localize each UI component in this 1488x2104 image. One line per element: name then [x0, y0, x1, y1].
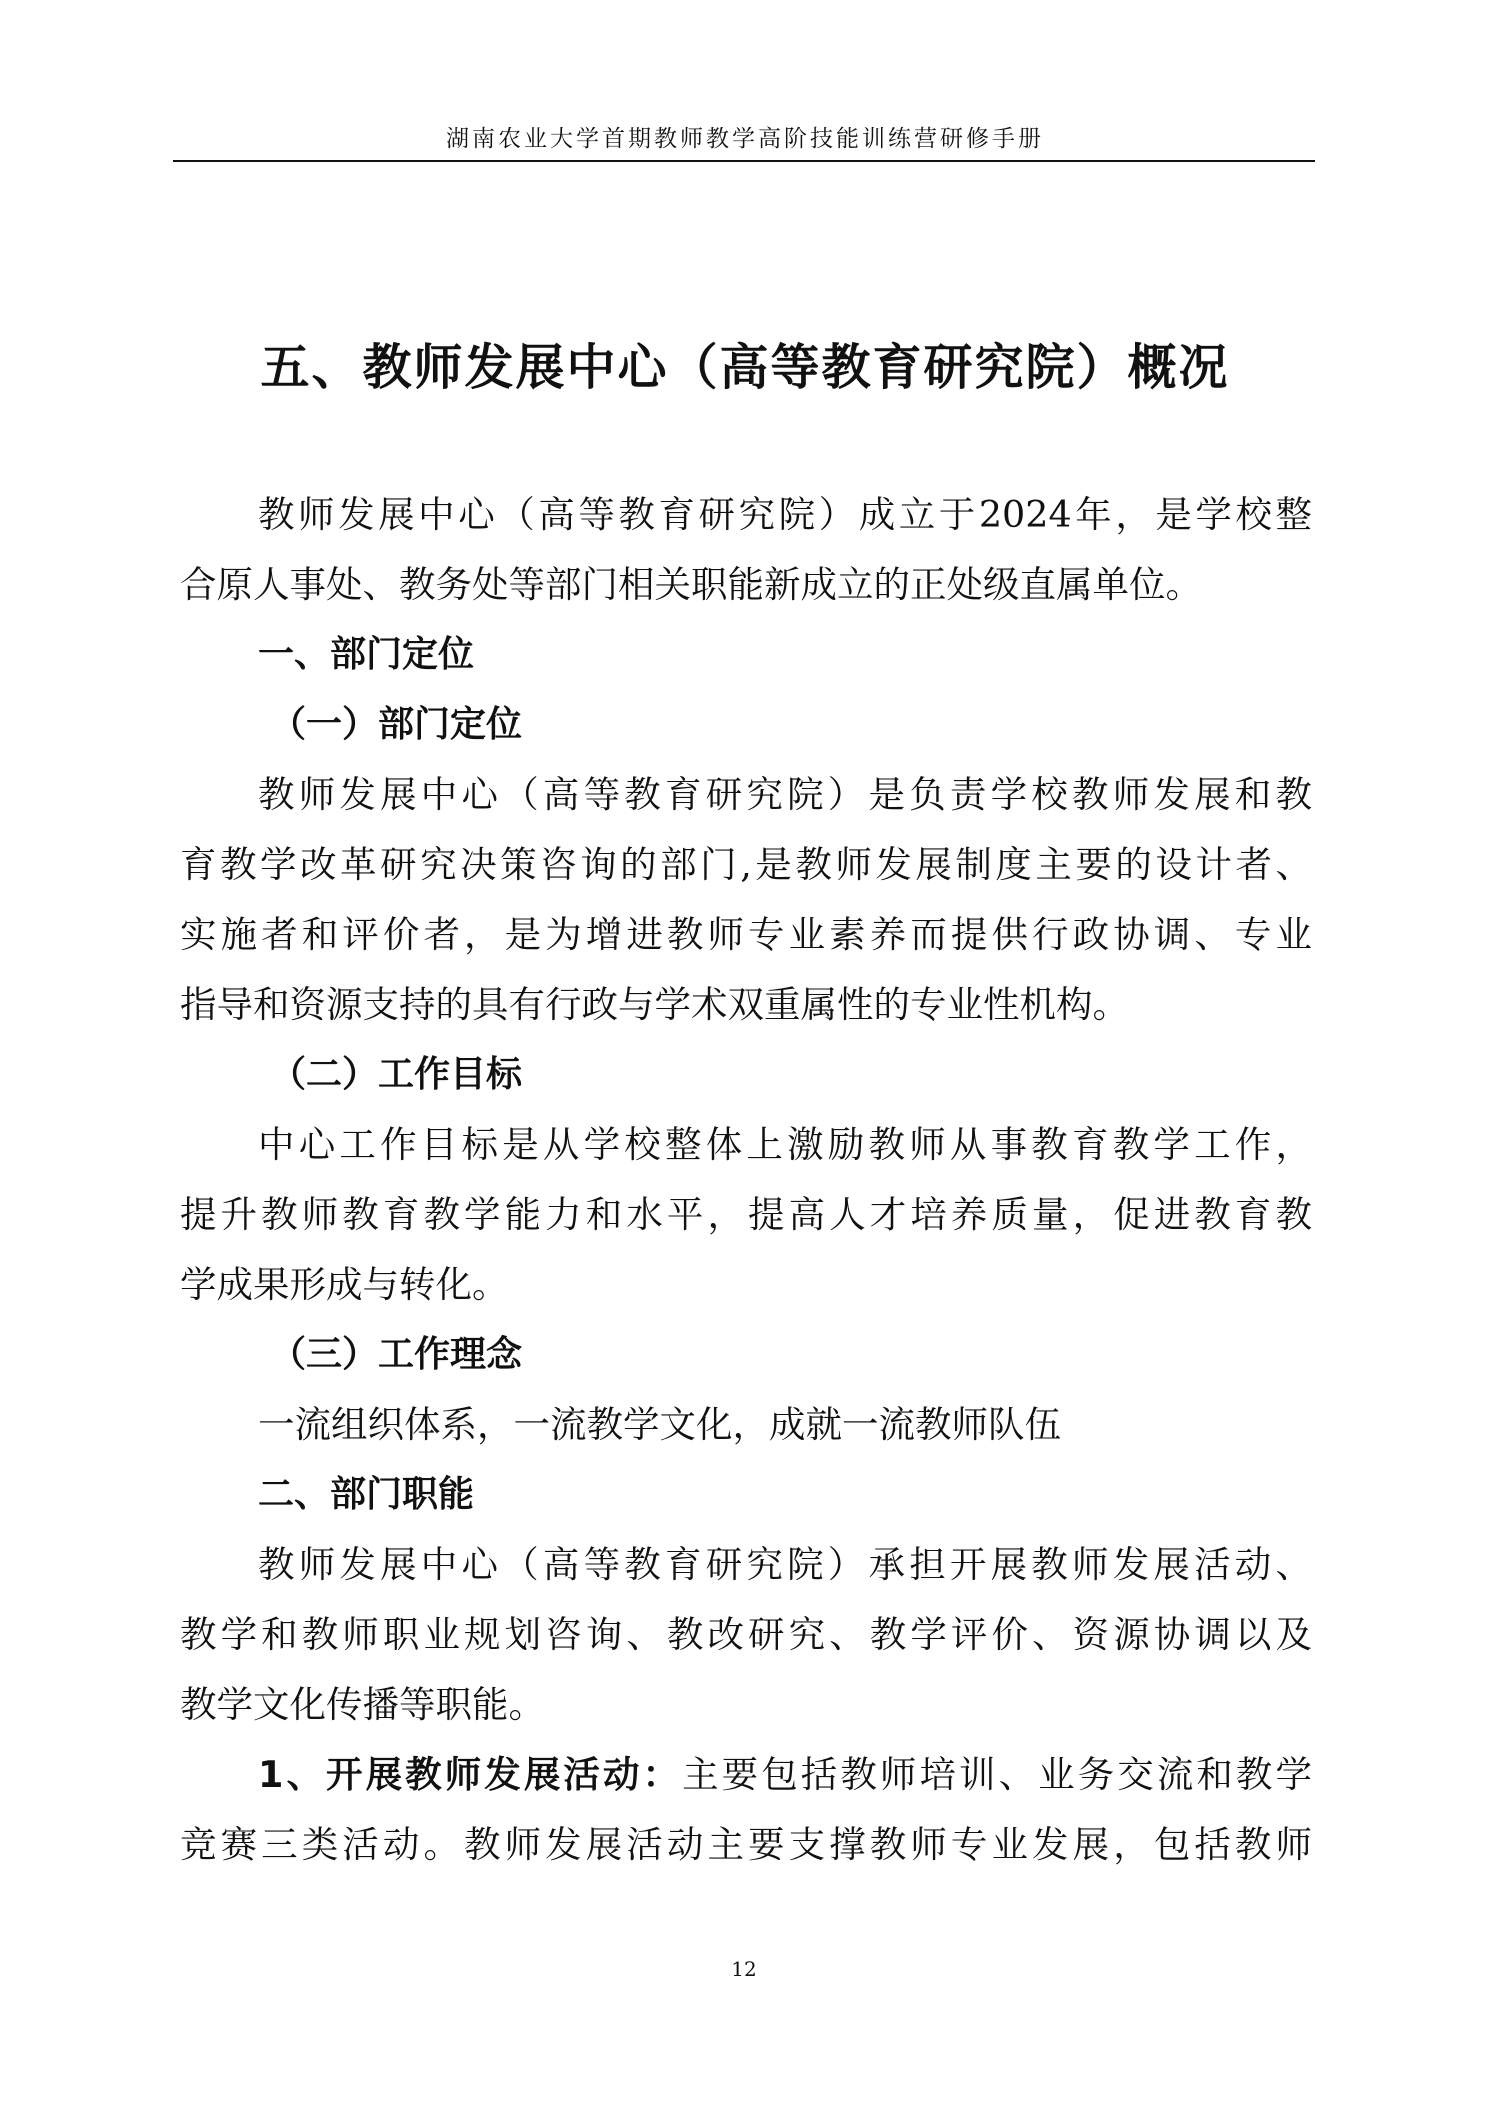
body-text — [180, 480, 1312, 1880]
paragraph-line — [180, 1740, 1312, 1810]
paragraph-line: 中心工作目标是从学校整体上激励教师从事教育教学工作， — [258, 1123, 1312, 1166]
item-lead: 1、开展教师发展活动： — [258, 1753, 683, 1796]
paragraph-line: 教学和教师职业规划咨询、教改研究、教学评价、资源协调以及 — [180, 1613, 1312, 1656]
paragraph-line: 育教学改革研究决策咨询的部门,是教师发展制度主要的设计者、 — [180, 843, 1312, 886]
item-text: 主要包括教师培训、业务交流和教学 — [682, 1753, 1312, 1796]
paragraph-line: 教师发展中心（高等教育研究院）承担开展教师发展活动、 — [258, 1543, 1312, 1586]
paragraph-line: 教学文化传播等职能。 — [180, 1683, 545, 1726]
paragraph-line: 竞赛三类活动。教师发展活动主要支撑教师专业发展，包括教师 — [180, 1823, 1312, 1866]
page-title: 五、教师发展中心（高等教育研究院）概况 — [260, 339, 1230, 396]
paragraph-line: 教师发展中心（高等教育研究院）成立于2024年，是学校整 — [258, 493, 1312, 536]
paragraph-line: 教师发展中心（高等教育研究院）是负责学校教师发展和教 — [258, 773, 1312, 816]
header-rule — [173, 160, 1315, 162]
page-number: 12 — [731, 1957, 757, 1981]
paragraph-line: 合原人事处、教务处等部门相关职能新成立的正处级直属单位。 — [180, 563, 1202, 606]
paragraph-line: 学成果形成与转化。 — [180, 1263, 509, 1306]
paragraph-line: 实施者和评价者，是为增进教师专业素养而提供行政协调、专业 — [180, 913, 1312, 956]
section-heading: 一、部门定位 — [258, 634, 475, 675]
paragraph-line: 提升教师教育教学能力和水平，提高人才培养质量，促进教育教 — [180, 1193, 1312, 1236]
subsection-heading: （三）工作理念 — [270, 1334, 523, 1375]
subsection-heading: （一）部门定位 — [270, 704, 523, 745]
subsection-heading: （二）工作目标 — [270, 1054, 523, 1095]
paragraph-line: 一流组织体系，一流教学文化，成就一流教师队伍 — [258, 1403, 1061, 1446]
running-header: 湖南农业大学首期教师教学高阶技能训练营研修手册 — [446, 126, 1044, 152]
paragraph-line: 指导和资源支持的具有行政与学术双重属性的专业性机构。 — [180, 983, 1129, 1026]
section-heading: 二、部门职能 — [258, 1474, 475, 1515]
